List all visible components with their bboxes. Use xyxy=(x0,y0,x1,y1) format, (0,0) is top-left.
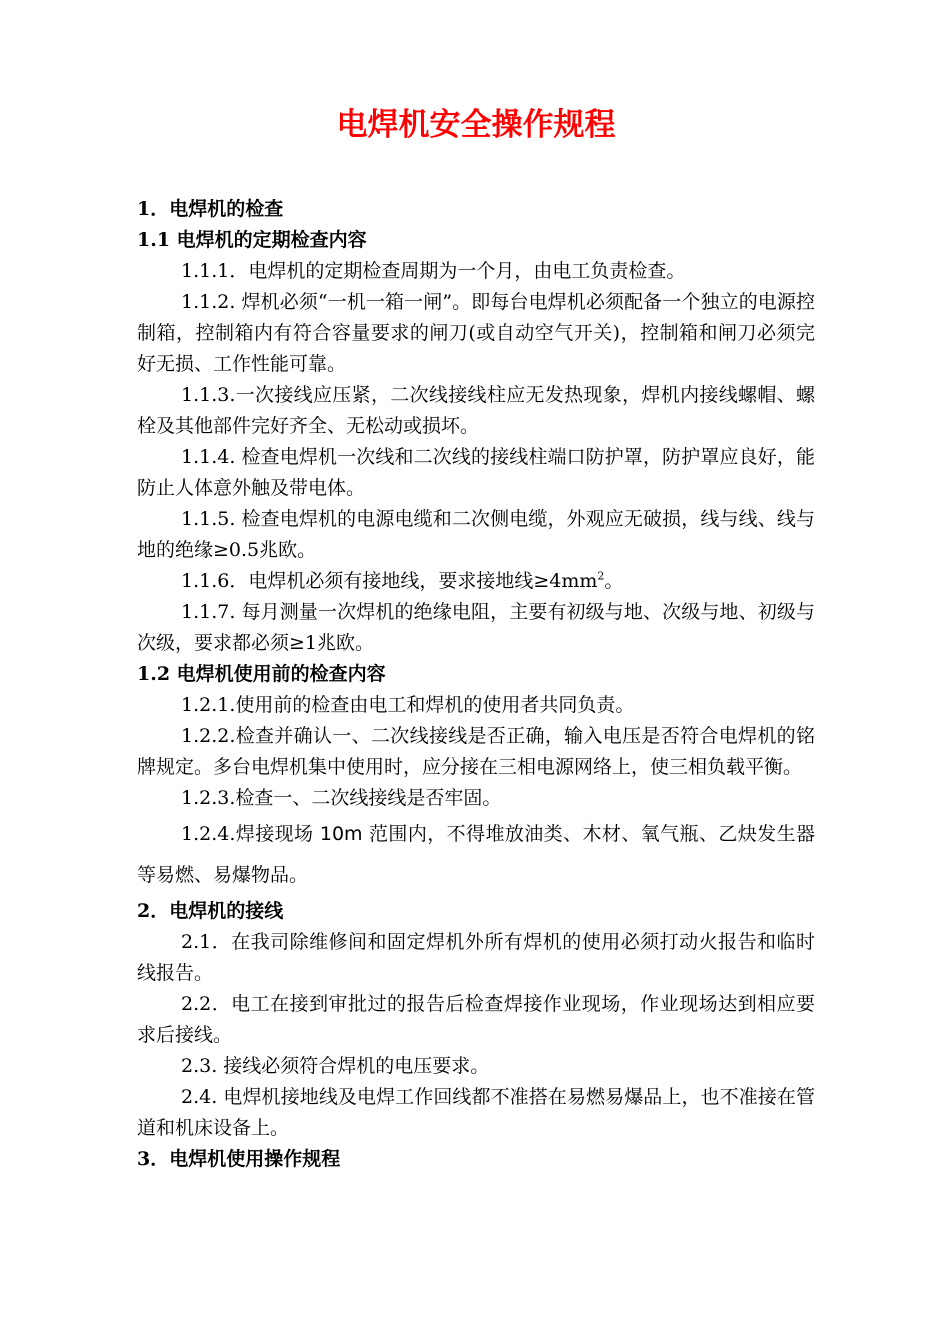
section-heading-2: 2．电焊机的接线 xyxy=(137,900,284,922)
document-title: 电焊机安全操作规程 xyxy=(336,107,616,143)
paragraph-2-2: 2.2．电工在接到审批过的报告后检查焊接作业现场，作业现场达到相应要求后接线。 xyxy=(137,993,815,1046)
paragraph-1-1-4: 1.1.4. 检查电焊机一次线和二次线的接线柱端口防护罩，防护罩应良好，能防止人体意外触及带电体。 xyxy=(137,446,815,499)
paragraph-1-1-2: 1.1.2. 焊机必须“一机一箱一闸”。即每台电焊机必须配备一个独立的电源控制箱，控制箱内有符合容量要求的闸刀(或自动空气开关)，控制箱和闸刀必须完好无损、工作性能可靠。 xyxy=(137,291,815,375)
paragraph-1-2-1: 1.2.1.使用前的检查由电工和焊机的使用者共同负责。 xyxy=(181,694,635,716)
paragraph-1-1-1: 1.1.1．电焊机的定期检查周期为一个月，由电工负责检查。 xyxy=(181,260,686,282)
paragraph-1-2-2: 1.2.2.检查并确认一、二次线接线是否正确，输入电压是否符合电焊机的铭牌规定。多台电焊机集中使用时，应分接在三相电源网络上，使三相负载平衡。 xyxy=(137,725,815,778)
paragraph-2-3: 2.3. 接线必须符合焊机的电压要求。 xyxy=(181,1055,490,1077)
section-heading-1-2: 1.2 电焊机使用前的检查内容 xyxy=(137,663,386,685)
paragraph-1-2-3: 1.2.3.检查一、二次线接线是否牢固。 xyxy=(181,787,502,809)
paragraph-1-1-3: 1.1.3.一次接线应压紧，二次线接线柱应无发热现象，焊机内接线螺帽、螺栓及其他部件完好齐全、无松动或损坏。 xyxy=(137,384,815,437)
paragraph-1-1-6-text: 1.1.6．电焊机必须有接地线，要求接地线≥4mm xyxy=(181,570,598,592)
document-body xyxy=(137,194,815,1175)
paragraph-1-1-6-end: 。 xyxy=(604,570,624,592)
paragraph-1-1-5: 1.1.5. 检查电焊机的电源电缆和二次侧电缆，外观应无破损，线与线、线与地的绝缘≥0.5兆欧。 xyxy=(137,508,815,561)
paragraph-1-2-4-post: 范围内，不得堆放油类、木材、氧气瓶、乙炔发生器等易燃、易爆物品。 xyxy=(137,823,815,886)
paragraph-2-4: 2.4. 电焊机接地线及电焊工作回线都不准搭在易燃易爆品上，也不准接在管道和机床设备上。 xyxy=(137,1086,815,1139)
paragraph-1-2-4 xyxy=(137,814,815,896)
paragraph-1-2-4-pre: 1.2.4.焊接现场 xyxy=(181,823,320,845)
paragraph-1-1-6 xyxy=(137,566,815,597)
section-heading-1: 1．电焊机的检查 xyxy=(137,198,284,220)
section-heading-3: 3．电焊机使用操作规程 xyxy=(137,1148,341,1170)
paragraph-2-1: 2.1．在我司除维修间和固定焊机外所有焊机的使用必须打动火报告和临时线报告。 xyxy=(137,931,815,984)
section-heading-1-1: 1.1 电焊机的定期检查内容 xyxy=(137,229,367,251)
paragraph-1-1-7: 1.1.7. 每月测量一次焊机的绝缘电阻，主要有初级与地、次级与地、初级与次级，要求都必须≥1兆欧。 xyxy=(137,601,815,654)
paragraph-1-2-4-distance: 10m xyxy=(319,823,363,845)
superscript-2: 2 xyxy=(597,569,605,583)
